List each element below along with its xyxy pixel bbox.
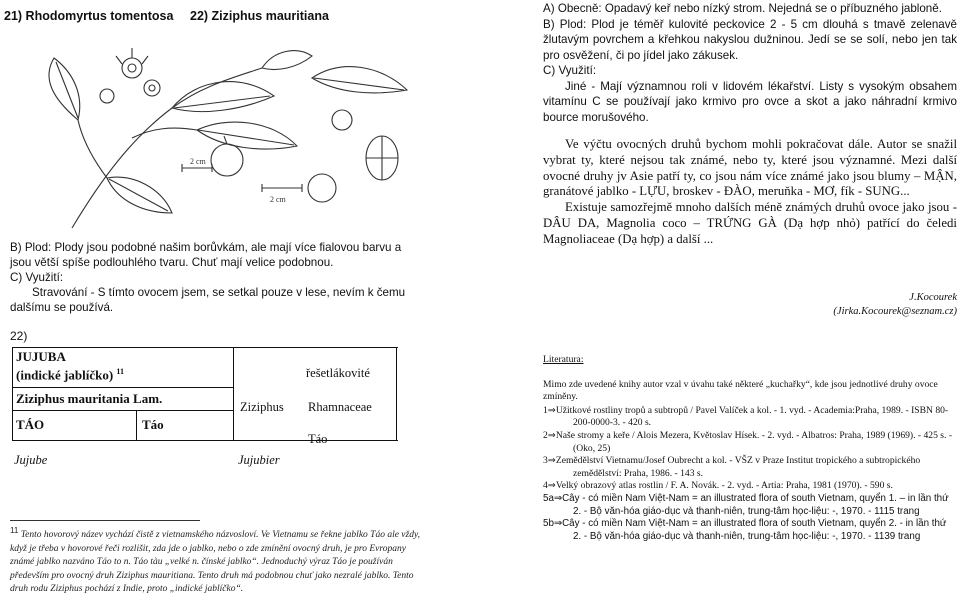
genus: Ziziphus: [240, 400, 284, 414]
text-line: Jiné - Mají významnou roli v lidovém lékařství. Listy s vysokým obsahem vitamínu C se používají jako krmivo pro ovce a skot a jako náhradní krmivo bource morušového.: [543, 79, 957, 124]
section-number-22: 22): [10, 329, 28, 343]
text-line: Stravování - S tímto ovocem jsem, se setkal pouze v lese, nevím k čemu: [32, 286, 406, 299]
text-line: B) Plod: Plody jsou podobné našim borůvkám, ale mají více fialovou barvu a: [10, 241, 402, 254]
footnote-rule: [10, 520, 200, 521]
author-signature: [830, 291, 957, 319]
footnote: [10, 524, 430, 597]
vietnamese-family: Táo: [308, 432, 328, 446]
text-line: C) Využití:: [543, 64, 597, 77]
literature-ref: 4⇒Velký obrazový atlas rostlin / F. A. Novák. - 2. vyd. - Artia: Praha, 1981 (1970). - 590 s.: [543, 480, 893, 492]
family-latin: Rhamnaceae: [308, 400, 372, 414]
taxonomy-rule: [12, 440, 398, 441]
botanical-illustration: [12, 38, 430, 234]
literature-section: [543, 354, 957, 543]
rhodomyrtus-description: [10, 240, 430, 315]
taxonomy-divider: [136, 410, 137, 440]
footnote-ref: 11: [116, 367, 124, 376]
footnote-text: Tento hovorový název vychází čistě z vietnamského názvosloví. Ve Vietnamu se řekne jablko Táo ale vždy, když je třeba v hovorové řeči rozlišit, zda jde o jablko, nebo o zde zmínění ovocný druh, je pro Evropany známé jablko nazváno Táo to n. Táo tàu „velké n. čínské jablko“. Jednoduchý výraz Táo je používán především pro ovocný druh Ziziphus mauritiana. Tento druh má podobnou chuť jako nezralé jablko. Tento druh rodu Ziziphus pochází z Indie, proto „indické jablíčko“.: [10, 530, 421, 595]
literature-ref: 5b⇒Cây - có miền Nam Việt-Nam = an illustrated flora of south Vietnam, quyển 2. - in lần thứ 2. - Bộ văn-hóa giáo-dục và thanh-niên, trung-tâm học-liệu: -, 1970. - 1139 trang: [543, 518, 947, 542]
vietnamese-name: Táo: [142, 417, 164, 432]
literature-intro: Mimo zde uvedené knihy autor vzal v úvahu také některé „kuchařky“, kde jsou jednotlivé druhy ovoce zmíněny.: [543, 378, 938, 403]
name-line-2: (indické jablíčko): [16, 367, 114, 383]
text-line: A) Obecně: Opadavý keř nebo nízký strom. Nejedná se o příbuzného jabloně.: [543, 2, 942, 15]
ziziphus-description: [543, 1, 957, 125]
scale-label-2: 2 cm: [270, 195, 286, 204]
text-line: dalšímu se používá.: [10, 301, 114, 314]
closing-paragraphs: [543, 137, 957, 248]
literature-ref: 3⇒Zemědělství Vietnamu/Josef Oubrecht a kol. - VŠZ v Praze Institut tropického a subtropického zemědělství: Praha, 1986. - 143 s.: [543, 455, 921, 479]
name-line-2-wrap: [16, 364, 124, 382]
footnote-number: 11: [10, 526, 19, 535]
taxonomy-vn-box: [12, 410, 234, 440]
latin-name: Ziziphus mauritania Lam.: [16, 391, 163, 406]
taxonomy-table: [12, 347, 398, 468]
text-line: C) Využití:: [10, 271, 64, 284]
text-line: B) Plod: Plod je téměř kulovité peckovice 2 - 5 cm dlouhá s tmavě zelenavě žlutavým povrchem a křehkou nakyslou dužninou. Jedí se se solí, nebo jen tak pro osvěžení, či po jídel jako zákusek.: [543, 17, 957, 62]
taxonomy-top-right: [234, 347, 398, 348]
literature-ref: 2⇒Naše stromy a keře / Alois Mezera, Květoslav Hísek. - 2. vyd. - Albatros: Praha, 1989 (1969). - 425 s. - (Oko, 25): [543, 429, 953, 454]
heading-rhodomyrtus: 21) Rhodomyrtus tomentosa: [4, 9, 174, 23]
scale-label-1: 2 cm: [190, 157, 206, 166]
paragraph: Ve výčtu ovocných druhů bychom mohli pokračovat dále. Autor se snažil vybrat ty, které nejsou tak známé, nebo ty, které jsou významné. Mezi další ovocné druhy jv Asie patří ty, co jsou nám více známé jako jsou blumy – MẬN, granátové jablko - LỰU, broskev - ĐÀO, meruňka - MƠ, fík - SUNG...: [543, 137, 957, 199]
name-line-1: JUJUBA: [16, 349, 66, 364]
taxonomy-right-border: [396, 347, 397, 441]
jujuba-name: [16, 349, 124, 382]
vietnamese-name-bold: TÁO: [16, 417, 45, 432]
text-line: jsou větší spíše podlouhlého tvaru. Chuť mají velice podobnou.: [10, 256, 334, 269]
heading-ziziphus: 22) Ziziphus mauritiana: [190, 9, 329, 23]
literature-ref: 1⇒Užitkové rostliny tropů a subtropů / Pavel Valíček a kol. - 1. vyd. - Academia:Praha, 1989. - ISBN 80-200-0000-3. - 420 s.: [543, 404, 949, 429]
paragraph: Existuje samozřejmě mnoho dalších méně známých druhů ovoce jako jsou - DÂU DA, Magnolia coco – TRỨNG GÀ (Dạ hợp nhỏ) patřící do čeledi Magnoliaceae (Dạ hợp) a další ...: [543, 200, 957, 246]
literature-ref: 5a⇒Cây - có miền Nam Việt-Nam = an illustrated flora of south Vietnam, quyển 1. – in lần thứ 2. - Bộ văn-hóa giáo-dục và thanh-niên, trung-tâm học-liệu: -, 1970. - 1115 trang: [543, 492, 949, 517]
family-czech: řešetlákovité: [306, 366, 370, 380]
author-email[interactable]: (Jirka.Kocourek@seznam.cz): [833, 306, 957, 317]
french-name: Jujubier: [238, 453, 280, 467]
literature-heading: Literatura:: [543, 354, 584, 365]
english-name: Jujube: [14, 453, 48, 467]
author-name: J.Kocourek: [909, 292, 957, 303]
